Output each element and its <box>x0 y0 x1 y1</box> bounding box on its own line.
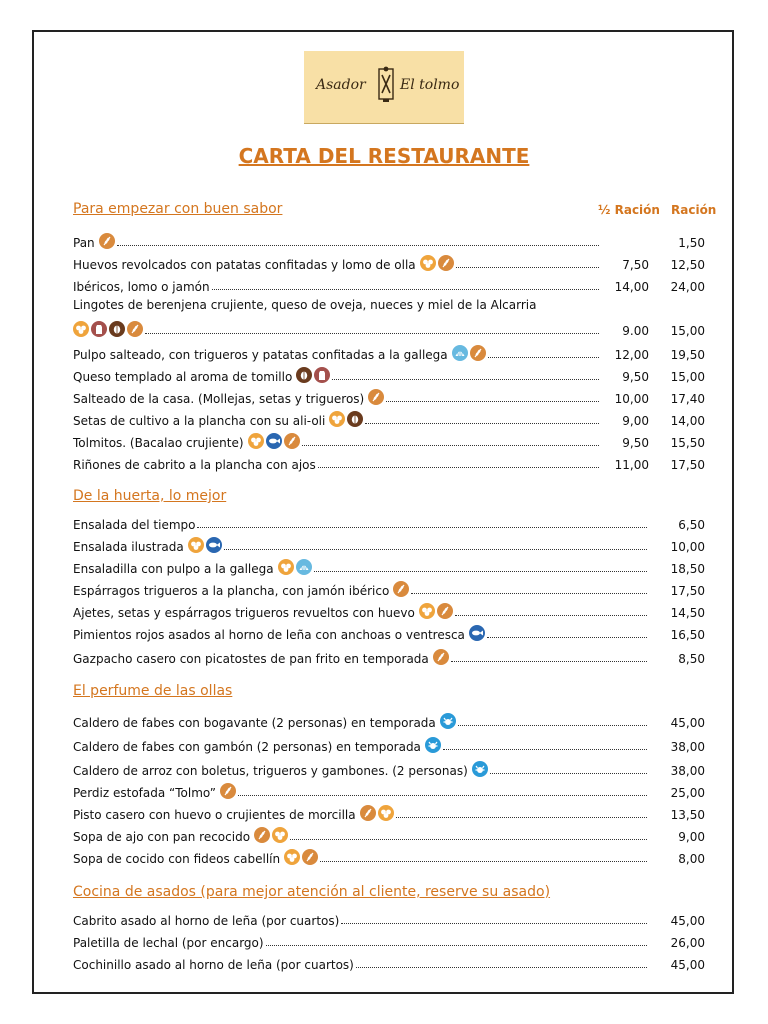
menu-item-row <box>73 600 705 620</box>
dot-leader <box>290 839 647 840</box>
menu-item-name: Salteado de la casa. (Mollejas, setas y trigueros) <box>73 392 365 406</box>
allergen-icons <box>329 411 363 427</box>
fish-icon <box>206 537 222 553</box>
price-full: 16,50 <box>670 628 705 642</box>
allergen-icons <box>188 537 222 553</box>
price-full: 17,40 <box>670 392 705 406</box>
gluten-icon <box>433 649 449 665</box>
dot-leader <box>117 245 599 246</box>
allergen-icons <box>99 233 115 249</box>
egg-icon <box>419 603 435 619</box>
menu-item-row <box>73 824 705 844</box>
milk-icon <box>91 321 107 337</box>
dot-leader <box>455 615 647 616</box>
menu-item-name: Pulpo salteado, con trigueros y patatas confitadas a la gallega <box>73 348 448 362</box>
gluten-icon <box>470 345 486 361</box>
fish-icon <box>266 433 282 449</box>
allergen-icons <box>393 581 409 597</box>
menu-item-name: Pisto casero con huevo o crujientes de morcilla <box>73 808 356 822</box>
menu-item-row <box>73 430 705 450</box>
milk-icon <box>314 367 330 383</box>
price-full: 14,00 <box>670 414 705 428</box>
price-half: 9,50 <box>622 436 649 450</box>
menu-item-row <box>73 342 705 362</box>
dot-leader <box>396 817 647 818</box>
column-header-full: Ración <box>671 203 717 217</box>
menu-item-name: Queso templado al aroma de tomillo <box>73 370 293 384</box>
dot-leader <box>365 423 599 424</box>
dot-leader <box>487 637 647 638</box>
egg-icon <box>73 321 89 337</box>
price-full: 12,50 <box>670 258 705 272</box>
allergen-icons <box>248 433 300 449</box>
section-title-roasts: Cocina de asados (para mejor atención al cliente, reserve su asado) <box>73 884 551 900</box>
gluten-icon <box>127 321 143 337</box>
dot-leader <box>456 267 599 268</box>
allergen-icons <box>419 603 453 619</box>
price-half: 9,00 <box>622 414 649 428</box>
crustacean-icon <box>425 737 441 753</box>
egg-icon <box>284 849 300 865</box>
menu-item-name: Gazpacho casero con picatostes de pan frito en temporada <box>73 652 429 666</box>
price-half: 12,00 <box>614 348 649 362</box>
allergen-icons <box>420 255 454 271</box>
dot-leader <box>302 445 599 446</box>
logo-text-right: El tolmo <box>400 77 460 93</box>
dot-leader <box>443 749 647 750</box>
menu-item-name: Caldero de arroz con boletus, trigueros y gambones. (2 personas) <box>73 764 468 778</box>
section-title-garden: De la huerta, lo mejor <box>73 488 227 504</box>
price-full: 25,00 <box>670 786 705 800</box>
allergen-icons <box>472 761 488 777</box>
allergen-icons <box>254 827 288 843</box>
menu-item-row <box>73 780 705 800</box>
egg-icon <box>272 827 288 843</box>
menu-item-row <box>73 386 705 406</box>
menu-item-row <box>73 758 705 778</box>
gluten-icon <box>99 233 115 249</box>
egg-icon <box>329 411 345 427</box>
price-full: 8,50 <box>678 652 705 666</box>
menu-item-row <box>73 274 705 294</box>
menu-item-name: Pimientos rojos asados al horno de leña con anchoas o ventresca <box>73 628 465 642</box>
menu-item-name: Huevos revolcados con patatas confitadas y lomo de olla <box>73 258 416 272</box>
dot-leader <box>145 333 599 334</box>
menu-item-row <box>73 802 705 822</box>
dot-leader <box>320 861 647 862</box>
price-full: 8,00 <box>678 852 705 866</box>
menu-item-name: Caldero de fabes con bogavante (2 personas) en temporada <box>73 716 436 730</box>
price-full: 1,50 <box>678 236 705 250</box>
menu-item-row <box>73 734 705 754</box>
allergen-icons <box>440 713 456 729</box>
price-full: 38,00 <box>670 764 705 778</box>
price-full: 18,50 <box>670 562 705 576</box>
price-full: 17,50 <box>670 458 705 472</box>
crustacean-icon <box>440 713 456 729</box>
allergen-icons <box>278 559 312 575</box>
column-header-half: ½ Ración <box>598 203 660 217</box>
menu-item-row <box>73 622 705 642</box>
menu-item-row <box>73 318 705 338</box>
menu-item-row <box>73 452 705 472</box>
menu-item-name: Riñones de cabrito a la plancha con ajos <box>73 458 316 472</box>
allergen-icons <box>220 783 236 799</box>
egg-icon <box>278 559 294 575</box>
price-full: 24,00 <box>670 280 705 294</box>
dot-leader <box>490 773 647 774</box>
menu-item-name: Perdiz estofada “Tolmo” <box>73 786 217 800</box>
menu-item-name: Cochinillo asado al horno de leña (por cuartos) <box>73 958 354 972</box>
menu-item-name: Sopa de ajo con pan recocido <box>73 830 251 844</box>
menu-item-name: Sopa de cocido con fideos cabellín <box>73 852 281 866</box>
menu-item-name: Setas de cultivo a la plancha con su ali-oli <box>73 414 326 428</box>
restaurant-logo <box>304 51 464 124</box>
price-full: 45,00 <box>670 914 705 928</box>
dot-leader <box>266 945 647 946</box>
gluten-icon <box>220 783 236 799</box>
gluten-icon <box>393 581 409 597</box>
price-half: 14,00 <box>614 280 649 294</box>
dot-leader <box>318 467 599 468</box>
menu-item-name: Caldero de fabes con gambón (2 personas) en temporada <box>73 740 421 754</box>
allergen-icons <box>368 389 384 405</box>
price-full: 9,00 <box>678 830 705 844</box>
mollusc-icon <box>296 559 312 575</box>
dot-leader <box>386 401 599 402</box>
dot-leader <box>224 549 647 550</box>
menu-item-row <box>73 930 705 950</box>
price-full: 15,00 <box>670 370 705 384</box>
gluten-icon <box>437 603 453 619</box>
price-half: 9,50 <box>622 370 649 384</box>
allergen-icons <box>284 849 318 865</box>
egg-icon <box>378 805 394 821</box>
dot-leader <box>451 661 647 662</box>
menu-item-name: Lingotes de berenjena crujiente, queso de oveja, nueces y miel de la Alcarria <box>73 298 537 312</box>
dot-leader <box>314 571 647 572</box>
crustacean-icon <box>472 761 488 777</box>
gluten-icon <box>438 255 454 271</box>
dot-leader <box>488 357 599 358</box>
menu-item-row <box>73 534 705 554</box>
price-full: 38,00 <box>670 740 705 754</box>
price-half: 11,00 <box>614 458 649 472</box>
gluten-icon <box>302 849 318 865</box>
gluten-icon <box>368 389 384 405</box>
menu-item-name: Ensaladilla con pulpo a la gallega <box>73 562 274 576</box>
dot-leader <box>341 923 647 924</box>
price-full: 26,00 <box>670 936 705 950</box>
section-title-starters: Para empezar con buen sabor <box>73 201 283 217</box>
menu-item-name: Tolmitos. (Bacalao crujiente) <box>73 436 244 450</box>
fish-icon <box>469 625 485 641</box>
price-full: 17,50 <box>670 584 705 598</box>
menu-item-row <box>73 252 705 272</box>
dot-leader <box>411 593 647 594</box>
nuts-icon <box>347 411 363 427</box>
dot-leader <box>197 527 647 528</box>
allergen-icons <box>452 345 486 361</box>
menu-item-name: Ajetes, setas y espárragos trigueros revueltos con huevo <box>73 606 415 620</box>
menu-item-row <box>73 646 705 666</box>
menu-item-row <box>73 952 705 972</box>
allergen-icons <box>73 321 143 337</box>
menu-item-row <box>73 710 705 730</box>
price-full: 13,50 <box>670 808 705 822</box>
dot-leader <box>332 379 599 380</box>
menu-item-row <box>73 230 705 250</box>
menu-item-row <box>73 846 705 866</box>
egg-icon <box>248 433 264 449</box>
nuts-icon <box>109 321 125 337</box>
page-title: CARTA DEL RESTAURANTE <box>238 144 530 168</box>
price-full: 45,00 <box>670 716 705 730</box>
menu-item-row <box>73 364 705 384</box>
price-full: 19,50 <box>670 348 705 362</box>
dot-leader <box>458 725 647 726</box>
allergen-icons <box>433 649 449 665</box>
price-full: 15,50 <box>670 436 705 450</box>
price-full: 45,00 <box>670 958 705 972</box>
menu-item-name: Espárragos trigueros a la plancha, con jamón ibérico <box>73 584 390 598</box>
menu-item-name: Ensalada del tiempo <box>73 518 196 532</box>
menu-item-name: Pan <box>73 236 95 250</box>
menu-item-row <box>73 298 705 318</box>
gluten-icon <box>254 827 270 843</box>
section-title-stews: El perfume de las ollas <box>73 683 233 699</box>
dot-leader <box>238 795 647 796</box>
price-half: 7,50 <box>622 258 649 272</box>
gluten-icon <box>360 805 376 821</box>
menu-item-row <box>73 556 705 576</box>
price-full: 15,00 <box>670 324 705 338</box>
price-full: 14,50 <box>670 606 705 620</box>
menu-item-row <box>73 512 705 532</box>
menu-item-name: Ibéricos, lomo o jamón <box>73 280 210 294</box>
allergen-icons <box>360 805 394 821</box>
menu-item-row <box>73 408 705 428</box>
menu-item-row <box>73 578 705 598</box>
allergen-icons <box>425 737 441 753</box>
price-half: 10,00 <box>614 392 649 406</box>
menu-item-name: Paletilla de lechal (por encargo) <box>73 936 264 950</box>
menu-item-row <box>73 908 705 928</box>
allergen-icons <box>469 625 485 641</box>
nuts-icon <box>296 367 312 383</box>
dot-leader <box>212 289 599 290</box>
crest-icon <box>376 65 396 103</box>
dot-leader <box>356 967 647 968</box>
mollusc-icon <box>452 345 468 361</box>
allergen-icons <box>296 367 330 383</box>
menu-item-name: Cabrito asado al horno de leña (por cuartos) <box>73 914 340 928</box>
egg-icon <box>188 537 204 553</box>
menu-item-name: Ensalada ilustrada <box>73 540 184 554</box>
logo-text-left: Asador <box>316 77 366 93</box>
gluten-icon <box>284 433 300 449</box>
egg-icon <box>420 255 436 271</box>
price-full: 10,00 <box>670 540 705 554</box>
price-half: 9.00 <box>622 324 649 338</box>
price-full: 6,50 <box>678 518 705 532</box>
